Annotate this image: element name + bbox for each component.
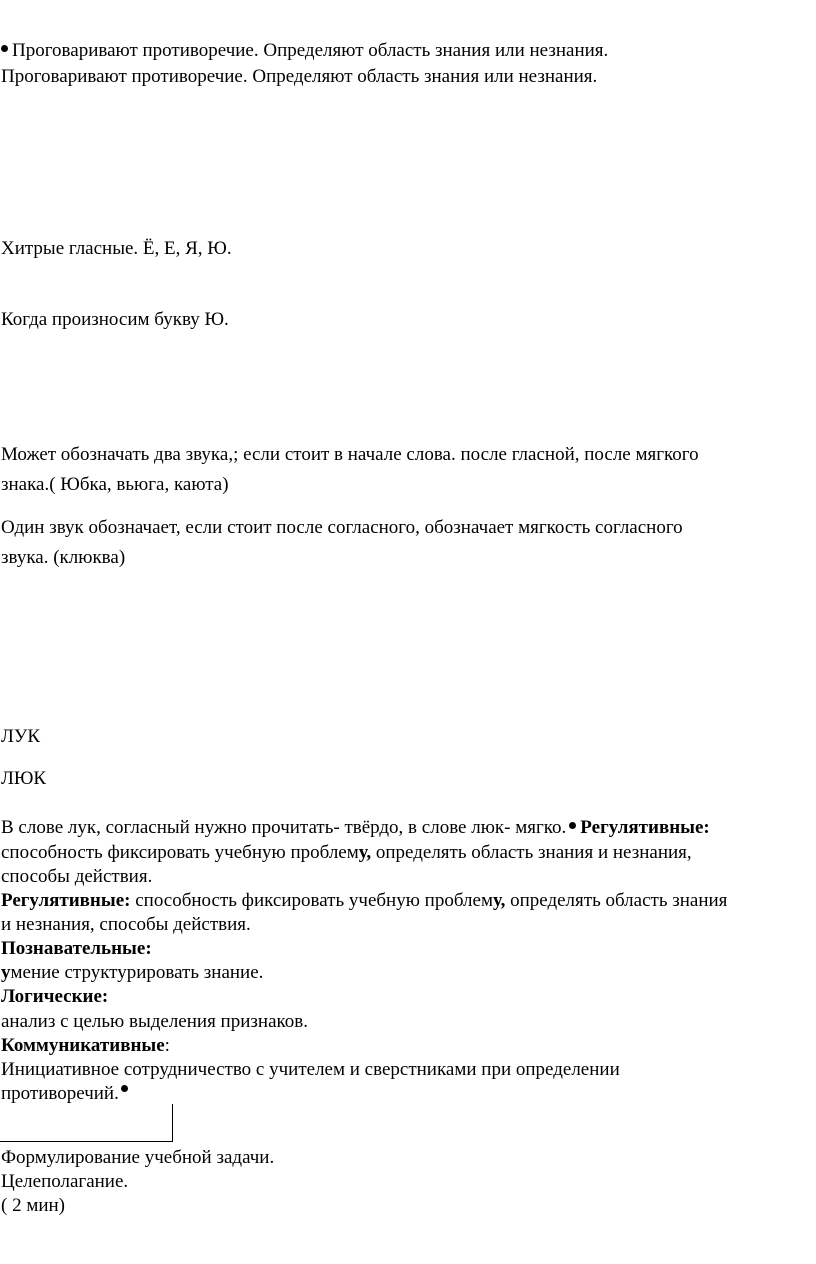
regulative-text-c: определять область знания — [505, 890, 728, 911]
two-sounds-line-2: знака.( Юбка, вьюга, каюта) — [1, 474, 229, 495]
word-lyuk: ЛЮК — [1, 768, 47, 789]
regulative-label-inline: Регулятивные: — [580, 817, 710, 838]
reading-line-2-a: способность фиксировать учебную проблем — [1, 842, 359, 863]
tricky-vowels-line: Хитрые гласные. Ё, Е, Я, Ю. — [1, 238, 232, 259]
cognitive-first-letter: у — [1, 962, 11, 983]
reading-line-2-b: у, — [358, 842, 372, 863]
contradiction-text: Проговаривают противоречие. Определяют область знания или незнания. — [12, 40, 609, 61]
table-border-vertical — [172, 1104, 173, 1142]
cognitive-text — [1, 961, 263, 985]
task-line-3: ( 2 мин) — [1, 1195, 66, 1216]
regulative-text-a: способность фиксировать учебную проблем — [130, 890, 493, 911]
reading-line-3: способы действия. — [1, 866, 153, 887]
table-border-horizontal — [0, 1141, 172, 1142]
one-sound-line-1: Один звук обозначает, если стоит после согласного, обозначает мягкость согласного — [1, 517, 683, 538]
task-line-2: Целеполагание. — [1, 1171, 129, 1192]
regulative-line-1 — [1, 889, 727, 913]
communicative-line-1: Инициативное сотрудничество с учителем и сверстниками при определении — [1, 1059, 620, 1080]
reading-line-2 — [1, 841, 692, 865]
regulative-text-b: у, — [492, 890, 506, 911]
communicative-colon: : — [164, 1035, 170, 1056]
bullet-icon — [1, 45, 8, 52]
regulative-line-2: и незнания, способы действия. — [1, 914, 251, 935]
communicative-line-2 — [1, 1082, 132, 1106]
reading-text: В слове лук, согласный нужно прочитать- твёрдо, в слове люк- мягко. — [1, 817, 567, 838]
pronounce-line: Когда произносим букву Ю. — [1, 309, 229, 330]
regulative-label: Регулятивные: — [1, 890, 131, 911]
logical-label: Логические: — [1, 986, 109, 1007]
reading-line-2-c: определять область знания и незнания, — [371, 842, 692, 863]
communicative-heading — [1, 1034, 170, 1058]
word-luk: ЛУК — [1, 726, 41, 747]
bullet-icon — [569, 822, 576, 829]
two-sounds-line-1: Может обозначать два звука,; если стоит в начале слова. после гласной, после мягкого — [1, 444, 699, 465]
one-sound-line-2: звука. (клюква) — [1, 547, 126, 568]
cognitive-rest: мение структурировать знание. — [10, 962, 264, 983]
communicative-label: Коммуникативные — [1, 1035, 165, 1056]
communicative-line-2-text: противоречий. — [1, 1083, 119, 1104]
bullet-icon — [121, 1085, 128, 1092]
task-line-1: Формулирование учебной задачи. — [1, 1147, 275, 1168]
contradiction-line-2: Проговаривают противоречие. Определяют область знания или незнания. — [1, 66, 598, 87]
reading-line-1 — [1, 816, 710, 840]
logical-text: анализ с целью выделения признаков. — [1, 1011, 308, 1032]
cognitive-label: Познавательные: — [1, 938, 152, 959]
bullet-line — [1, 39, 608, 63]
